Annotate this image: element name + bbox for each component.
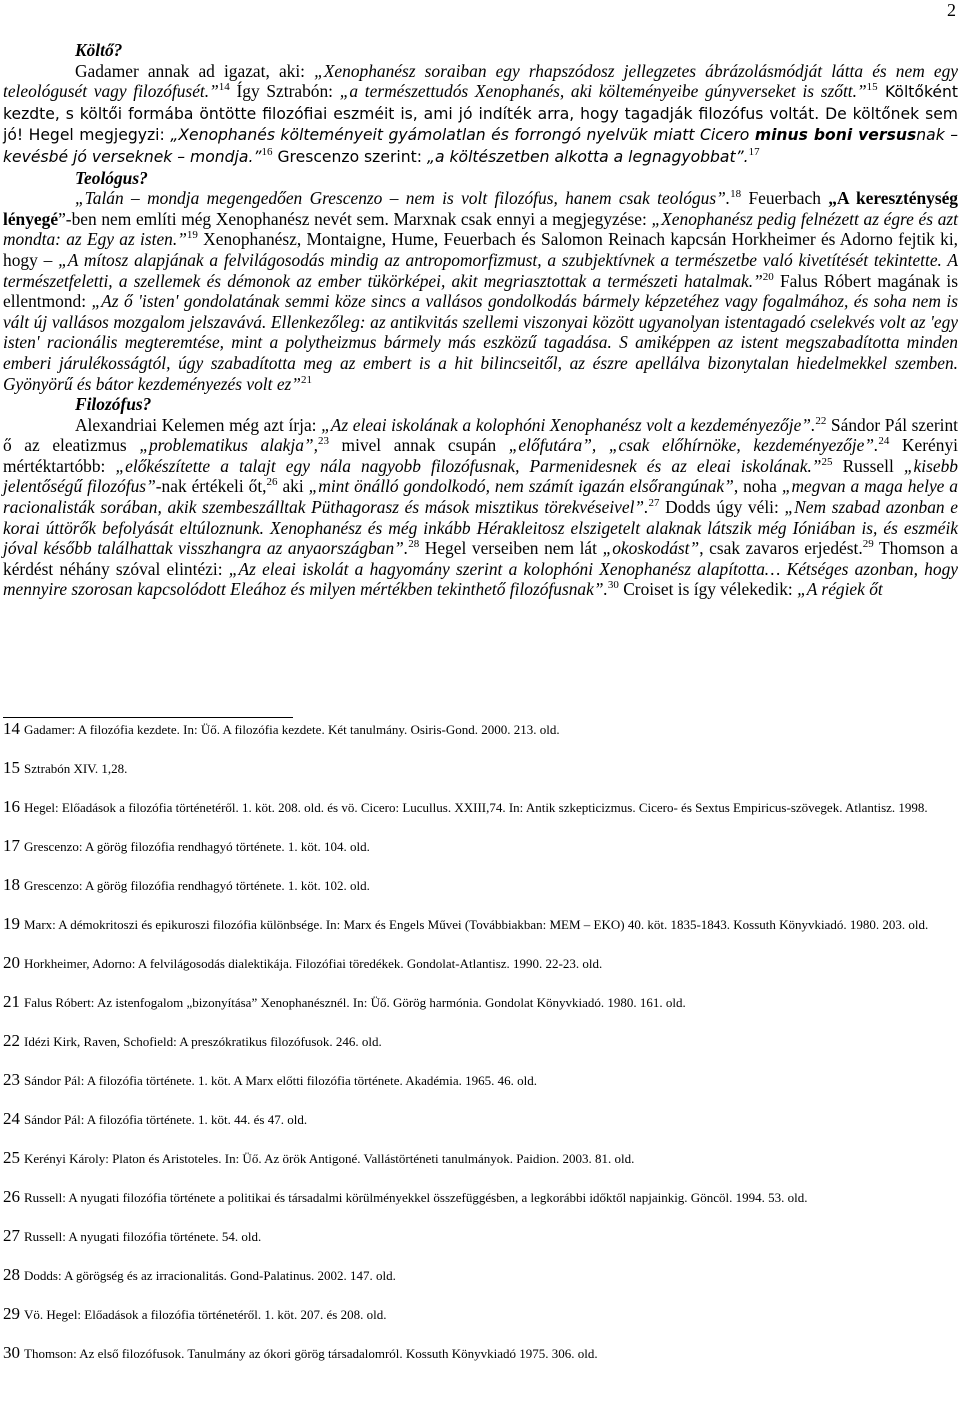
footnote-ref[interactable]: 27 [648, 497, 660, 510]
footnote-number: 22 [3, 1031, 20, 1050]
book-title: „A kereszténység lényegé [3, 188, 958, 229]
text-span: , csak zavaros erjedést. [699, 538, 863, 559]
quote: „Az ő 'isten' gondolatának semmi köze sincs a vallásos gondolkodás bármely képzetéhez vagy fogalmához, és soha nem is vált új vallásos mozgalom jelszavává. Ellenkezőleg: az antikvitás szellemi viszonyai között ugyanolyan istentagadó cselekvés volt az 'egy isten' racionális megteremtése, mint a polytheizmus bármely más eszközű tagadása. S amiképpen az istent megszabadította minden emberi járulékosságtól, úgy szabadította meg az embert is a hit bilincseitől, az észre apellálva bizonytalan hiedelmekkel szemben. Gyönyörű és bátor kezdeményezés volt ez” [3, 291, 958, 394]
footnote-number: 14 [3, 719, 20, 738]
paragraph-teologus [3, 188, 958, 394]
text-span: Kerényi mértéktartóbb: [3, 435, 959, 476]
quote: „problematikus alakja”, [139, 435, 318, 456]
footnote-ref[interactable]: 18 [730, 188, 742, 201]
footnote-ref[interactable]: 23 [317, 435, 329, 448]
quote: „A régiek őt [797, 579, 883, 600]
footnote-number: 15 [3, 758, 20, 777]
footnote-29 [3, 1305, 958, 1323]
text-span: Grescenzo szerint: [272, 147, 427, 166]
footnote-17 [3, 837, 958, 855]
footnote-number: 29 [3, 1304, 20, 1323]
footnote-text: Grescenzo: A görög filozófia rendhagyó története. 1. köt. 102. old. [24, 878, 370, 893]
text-span: aki [277, 476, 309, 497]
footnote-number: 24 [3, 1109, 20, 1128]
footnote-20 [3, 954, 958, 972]
footnote-text: Sándor Pál: A filozófia története. 1. köt. 44. és 47. old. [24, 1112, 308, 1127]
footnote-number: 19 [3, 914, 20, 933]
text-span: Sándor Pál szerint ő az eleatizmus [3, 414, 958, 456]
footnote-ref[interactable]: 16 [261, 146, 273, 159]
footnote-ref[interactable]: 17 [748, 146, 760, 159]
quote: „Nem szabad azonban e korai úttörők befolyását eltúloznunk. Xenophanész és még inkább Hérakleitosz elszigetelt alaknak látszik még Ióniában is, és eszméik jóval később találhattak visszhangra az anyaországban”. [3, 497, 958, 559]
footnotes [3, 720, 958, 1383]
footnote-text: Sztrabón XIV. 1,28. [24, 761, 128, 776]
quote: „Talán – mondja megengedően Grescenzo – nem is volt filozófus, hanem csak teológus”. [75, 188, 731, 209]
footnote-ref[interactable]: 24 [878, 435, 890, 448]
quote: „A mítosz alapjának a felvilágosodás mindig az antropomorfizmust, a szubjektívnek a természetbe való kivetítését tekintette. A természetfeletti, a szellemek és démonok az ember tükörképei, akit megriasztottak a természeti hatalmak.” [3, 249, 958, 291]
footnote-ref[interactable]: 21 [300, 373, 312, 386]
footnote-text: Thomson: Az első filozófusok. Tanulmány az ókori görög társadalomról. Kossuth Könyvkiadó 1975. 306. old. [24, 1346, 598, 1361]
quote: „mint önálló gondolkodó, nem számít igazán elsőrangúnak” [308, 476, 734, 497]
footnote-number: 28 [3, 1265, 20, 1284]
quote: „Xenophanész soraiban egy rhapszódosz jellegzetes ábrázolásmódját látta és nem egy teleológusét vagy filozófusét.” [3, 60, 958, 102]
footnote-number: 25 [3, 1148, 20, 1167]
footnote-24 [3, 1110, 958, 1128]
footnote-14 [3, 720, 958, 738]
footnote-number: 17 [3, 836, 20, 855]
text-span: Így Sztrabón: [229, 81, 340, 102]
text-span: Croiset is így vélekedik: [618, 579, 798, 600]
footnote-number: 16 [3, 797, 20, 816]
footnote-15 [3, 759, 958, 777]
footnote-number: 23 [3, 1070, 20, 1089]
footnote-text: Horkheimer, Adorno: A felvilágosodás dialektikája. Filozófiai töredékek. Gondolat-Atlantisz. 1990. 22-23. old. [24, 956, 603, 971]
quote: „Xenophanés költeményeit gyámolatlan és forrongó nyelvük miatt Cicero [170, 126, 755, 145]
text-span: Költőként kezdte, s költői formába öntötte filozófiai eszméit is, ami jó indíték arra, hogy tagadják filozófus voltát. De költőnek sem jó! [3, 83, 959, 145]
footnote-text: Falus Róbert: Az istenfogalom „bizonyítása” Xenophanésznél. In: Üő. Görög harmónia. Gondolat Könyvkiadó. 1980. 161. old. [24, 995, 686, 1010]
text-span: Feuerbach [741, 188, 829, 209]
footnote-separator [3, 717, 293, 718]
text-span: Xenophanész, Montaigne, Hume, Feuerbach és Salomon Reinach kapcsán Horkheimer és Adorno fejtik ki, hogy – [3, 229, 958, 270]
footnote-text: Idézi Kirk, Raven, Schofield: A preszókratikus filozófusok. 246. old. [24, 1034, 382, 1049]
footnote-number: 26 [3, 1187, 20, 1206]
quote: „a költészetben alkotta a legnagyobbat”. [426, 147, 749, 166]
footnote-23 [3, 1071, 958, 1089]
footnote-text: Sándor Pál: A filozófia története. 1. köt. A Marx előtti filozófia története. Akadémia. 1965. 46. old. [24, 1073, 538, 1088]
section-heading-filozofus: Filozófus? [75, 394, 152, 415]
quote: „előkészítette a talajt egy nála nagyobb filozófusnak, Parmenidesnek és az eleai iskolának.” [115, 455, 822, 476]
footnote-28 [3, 1266, 958, 1284]
text-span: mivel annak csupán [328, 435, 509, 456]
footnote-ref[interactable]: 26 [266, 476, 278, 489]
quote: „megvan a maga helye a racionalisták sorában, akik szembeszálltak Püthagorasz és mások misztikus törekvéseivel”. [3, 476, 958, 518]
footnote-text: Vö. Hegel: Előadások a filozófia történetéről. 1. köt. 207. és 208. old. [24, 1307, 387, 1322]
footnote-21 [3, 993, 958, 1011]
footnote-ref[interactable]: 22 [815, 414, 827, 427]
section-heading-kolto: Költő? [75, 40, 123, 60]
footnote-text: Russell: A nyugati filozófia története a politikai és társadalmi körülményekkel összefüggésben, a legkorábbi időktől napjainkig. Göncöl. 1994. 53. old. [24, 1190, 808, 1205]
footnote-text: Russell: A nyugati filozófia története. 54. old. [24, 1229, 262, 1244]
main-text [3, 40, 958, 600]
quote: „a természettudós Xenophanés, aki költeményeibe gúnyverseket is szőtt.” [339, 81, 867, 102]
text-span: Gadamer annak ad igazat, aki: [75, 60, 315, 81]
text-span: Thomson a kérdést néhány szóval elintézi: [3, 538, 958, 579]
footnote-text: Hegel: Előadások a filozófia történetéről. 1. köt. 208. old. és vö. Cicero: Lucullus. XXIII,74. In: Antik szkepticizmus. Cicero- és Sextus Empiricus-szövegek. Atlantisz. 1998. [24, 800, 928, 815]
text-span: -nak értékeli őt, [155, 476, 267, 497]
text-span: Falus Róbert magának is ellentmond: [3, 270, 958, 312]
footnote-number: 30 [3, 1343, 20, 1362]
footnote-ref[interactable]: 30 [607, 579, 619, 592]
quote-bold: minus boni versus [754, 126, 917, 145]
text-span: Dodds úgy véli: [659, 497, 785, 518]
footnote-text: Marx: A démokritoszi és epikuroszi filozófia különbsége. In: Marx és Engels Művei (Továbbiakban: MEM – EKO) 40. köt. 1835-1843. Kossuth Könyvkiadó. 1980. 203. old. [24, 917, 929, 932]
footnote-number: 18 [3, 875, 20, 894]
footnote-number: 27 [3, 1226, 20, 1245]
footnote-text: Kerényi Károly: Platon és Aristoteles. In: Üő. Az örök Antigoné. Vallástörténeti tanulmányok. Paidion. 2003. 81. old. [24, 1151, 635, 1166]
quote: „Az eleai iskolát a hagyomány szerint a kolophóni Xenophanész alapította… Kétséges azonban, hogy mennyire szorosan kapcsolódott Eleához és milyen mértékben tekinthető filozófusnak”. [3, 558, 958, 600]
quote: „Az eleai iskolának a kolophóni Xenophanész volt a kezdeményezője”. [321, 414, 816, 435]
text-span: , noha [733, 476, 782, 497]
text-span: Hegel verseiben nem lát [419, 538, 603, 559]
footnote-ref[interactable]: 14 [218, 81, 230, 94]
footnote-text: Grescenzo: A görög filozófia rendhagyó története. 1. köt. 104. old. [24, 839, 370, 854]
text-span: ”-ben nem említi még Xenophanész nevét sem. Marxnak csak ennyi a megjegyzése: [58, 208, 652, 229]
footnote-ref[interactable]: 29 [862, 538, 874, 551]
footnote-ref[interactable]: 20 [762, 270, 774, 283]
footnote-ref[interactable]: 15 [866, 81, 878, 94]
text-span: Alexandriai Kelemen még azt írja: [75, 414, 322, 435]
quote: „Xenophanész pedig felnézett az égre és azt mondta: az Egy az isten.” [3, 208, 958, 250]
footnote-number: 21 [3, 992, 20, 1011]
footnote-ref[interactable]: 25 [821, 456, 833, 469]
quote: nak – kevésbé jó verseknek – mondja.” [3, 126, 958, 166]
quote: „kisebb jelentőségű filozófus” [3, 455, 958, 497]
footnote-27 [3, 1227, 958, 1245]
footnote-text: Dodds: A görögség és az irracionalitás. Gond-Palatinus. 2002. 147. old. [24, 1268, 396, 1283]
page-number: 2 [947, 0, 956, 20]
footnote-19 [3, 915, 958, 933]
footnote-ref[interactable]: 28 [408, 538, 420, 551]
footnote-25 [3, 1149, 958, 1167]
quote: „okoskodást” [602, 538, 700, 559]
text-span: Russell [832, 455, 904, 476]
paragraph-filozofus [3, 415, 958, 600]
footnote-22 [3, 1032, 958, 1050]
section-heading-teologus: Teológus? [75, 167, 148, 188]
footnote-30 [3, 1344, 958, 1362]
footnote-16 [3, 798, 958, 816]
footnote-ref[interactable]: 19 [186, 229, 198, 242]
footnote-26 [3, 1188, 958, 1206]
footnote-18 [3, 876, 958, 894]
paragraph-kolto [3, 61, 958, 168]
footnote-text: Gadamer: A filozófia kezdete. In: Üő. A filozófia kezdete. Két tanulmány. Osiris-Gond. 2000. 213. old. [24, 722, 560, 737]
quote: „előfutára”, „csak előhírnöke, kezdeményezője”. [508, 435, 879, 456]
text-span: Hegel megjegyzi: [23, 126, 171, 145]
footnote-number: 20 [3, 953, 20, 972]
